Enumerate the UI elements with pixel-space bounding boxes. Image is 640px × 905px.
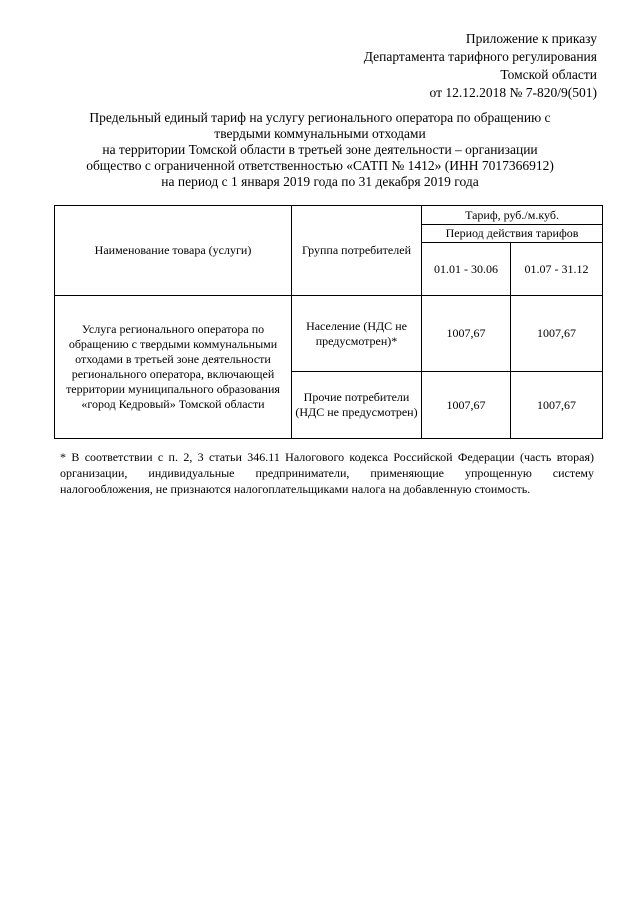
title-line: на период с 1 января 2019 года по 31 декабря 2019 года [161, 174, 479, 189]
header-period-first-half: 01.01 - 30.06 [422, 243, 511, 296]
header-tariff-period: Период действия тарифов [422, 225, 603, 243]
footnote: * В соответствии с п. 2, 3 статьи 346.11 Налогового кодекса Российской Федерации (часть вторая) организации, индивидуальные предприниматели, применяющие упрощенную систему налогообложения, не признаются налогоплательщиками налога на добавленную стоимость. [60, 450, 594, 496]
tariff-value-cell: 1007,67 [511, 372, 603, 439]
header-period-second-half: 01.07 - 31.12 [511, 243, 603, 296]
service-description-cell: Услуга регионального оператора по обращению с твердыми коммунальными отходами в третьей зоне деятельности регионального оператора, включающей территории муниципального образования «город Кедровый» Томской области [55, 296, 292, 439]
title-line: на территории Томской области в третьей зоне деятельности – организации [102, 142, 538, 157]
appendix-line: Департамента тарифного регулирования [363, 49, 597, 64]
header-consumer-group: Группа потребителей [292, 206, 422, 296]
appendix-line: Приложение к приказу [465, 31, 597, 46]
tariff-value-cell: 1007,67 [422, 296, 511, 372]
tariff-table [54, 205, 603, 439]
header-service-name: Наименование товара (услуги) [55, 206, 292, 296]
consumer-group-cell: Население (НДС не предусмотрен)* [292, 296, 422, 372]
appendix-order-number: от 12.12.2018 № 7-820/9(501) [429, 85, 597, 100]
title-line: твердыми коммунальными отходами [214, 126, 426, 141]
table-row [55, 296, 603, 372]
consumer-group-cell: Прочие потребители (НДС не предусмотрен) [292, 372, 422, 439]
title-line: общество с ограниченной ответственностью «САТП № 1412» (ИНН 7017366912) [86, 158, 554, 173]
title-line: Предельный единый тариф на услугу регионального оператора по обращению с [89, 110, 551, 125]
tariff-value-cell: 1007,67 [511, 296, 603, 372]
header-tariff-unit: Тариф, руб./м.куб. [422, 206, 603, 225]
appendix-header [364, 30, 597, 102]
appendix-line: Томской области [500, 67, 597, 82]
document-title [40, 110, 600, 190]
tariff-value-cell: 1007,67 [422, 372, 511, 439]
table-header-row [55, 206, 603, 225]
